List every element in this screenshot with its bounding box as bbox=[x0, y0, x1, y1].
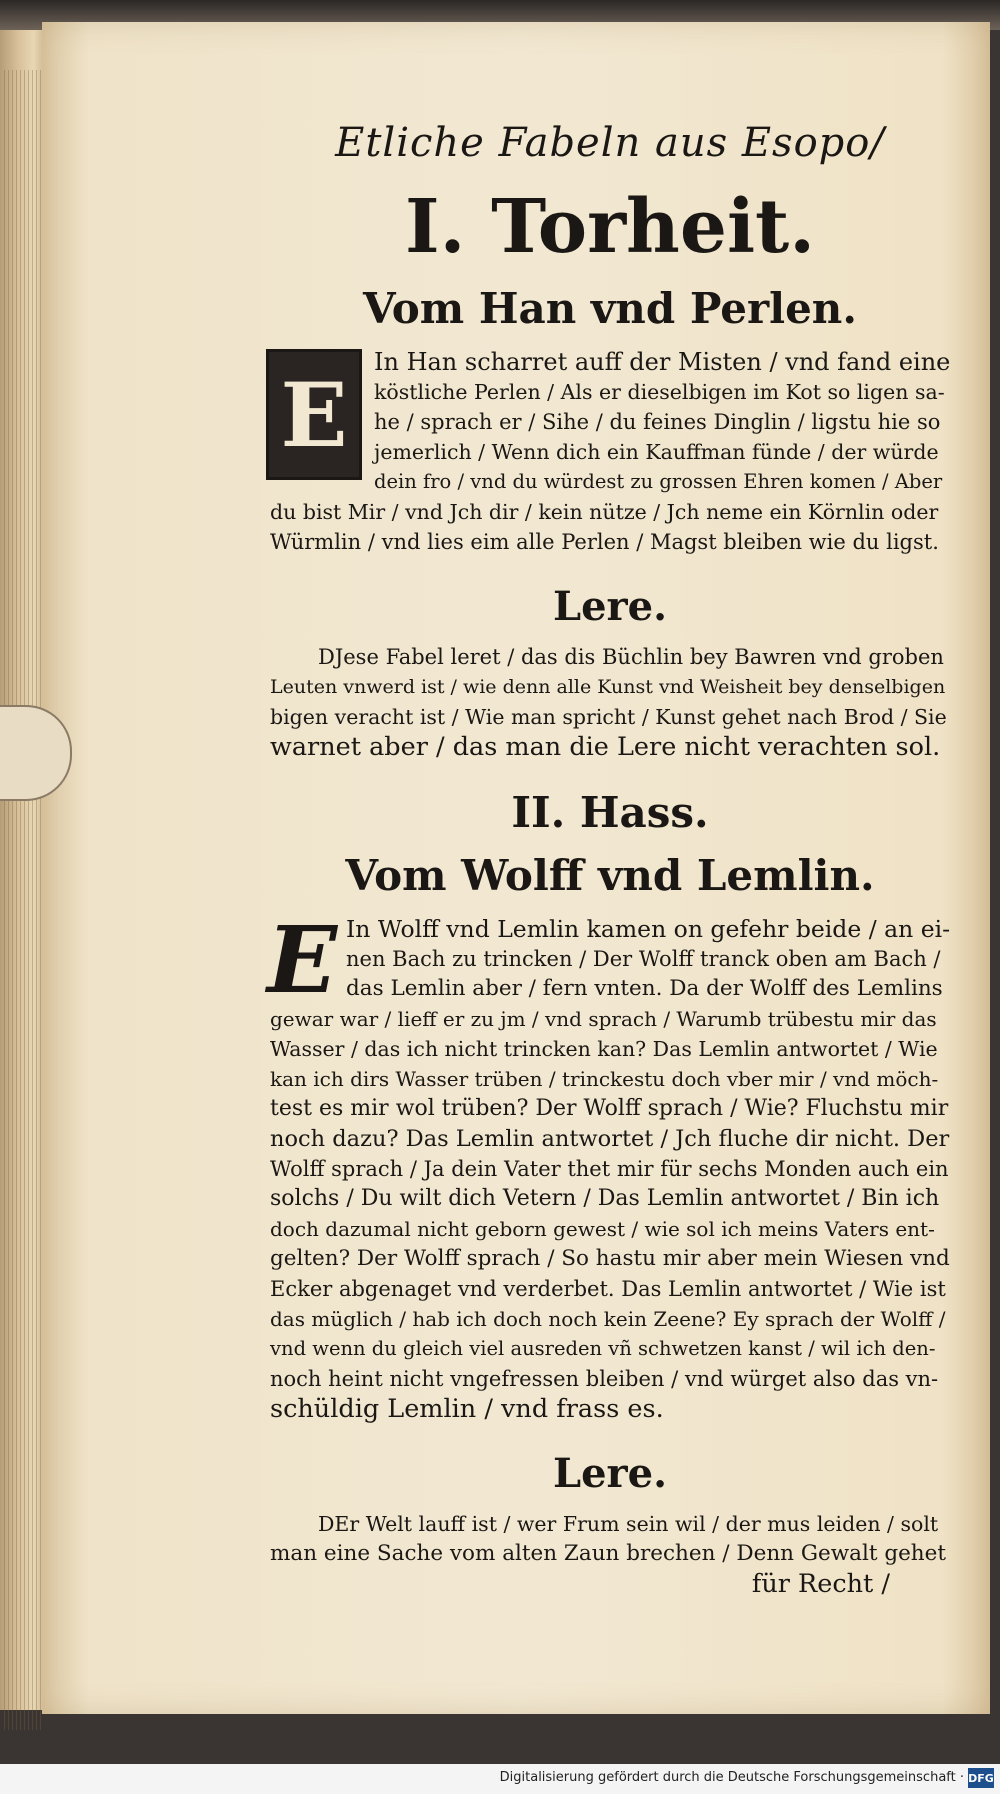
fable-2 bbox=[266, 906, 951, 1424]
text-line: Wasser / das ich nicht trincken kan? Das Lemlin antwortet / Wie bbox=[270, 1037, 938, 1061]
fable-title-2: Vom Wolff vnd Lemlin. bbox=[345, 851, 875, 900]
text-line: dein fro / vnd du würdest zu grossen Ehren komen / Aber bbox=[374, 470, 943, 493]
text-line: schüldig Lemlin / vnd frass es. bbox=[270, 1394, 664, 1424]
fable-2-text bbox=[270, 914, 950, 1424]
lere-title-1: Lere. bbox=[552, 583, 668, 630]
text-line: man eine Sache vom alten Zaun brechen / Denn Gewalt gehet bbox=[270, 1541, 947, 1566]
text-line: das Lemlin aber / fern vnten. Da der Wolff des Lemlins bbox=[346, 976, 943, 1001]
lere-1-text bbox=[270, 642, 950, 762]
text-line: test es mir wol trüben? Der Wolff sprach / Wie? Fluchstu mir bbox=[270, 1096, 949, 1121]
text-line: solchs / Du wilt dich Vetern / Das Lemlin antwortet / Bin ich bbox=[270, 1186, 940, 1211]
text-line: das müglich / hab ich doch noch kein Zeene? Ey sprach der Wolff / bbox=[270, 1307, 946, 1331]
text-line: jemerlich / Wenn dich ein Kauffman fünde / der würde bbox=[374, 440, 939, 464]
text-line: für Recht / bbox=[751, 1569, 890, 1599]
dfg-logo: DFG bbox=[968, 1768, 994, 1788]
fable-title-1: Vom Han vnd Perlen. bbox=[363, 284, 857, 333]
dropcap-letter: E bbox=[266, 906, 338, 1014]
dropcap-letter: E bbox=[280, 362, 348, 467]
dropcap-e-ornament bbox=[266, 349, 362, 480]
text-line: doch dazumal nicht geborn gewest / wie sol ich meins Vaters ent- bbox=[270, 1217, 935, 1241]
page-edge-lines bbox=[4, 70, 42, 1730]
funding-credit: Digitalisierung gefördert durch die Deutsche Forschungsgemeinschaft · bbox=[499, 1770, 964, 1785]
text-line: DEr Welt lauff ist / wer Frum sein wil / der mus leiden / solt bbox=[318, 1512, 939, 1536]
section-title-2: II. Hass. bbox=[511, 788, 709, 837]
lere-2-text bbox=[270, 1509, 950, 1599]
text-line: bigen veracht ist / Wie man spricht / Kunst gehet nach Brod / Sie bbox=[270, 705, 947, 729]
text-line: DJese Fabel leret / das dis Büchlin bey Bawren vnd groben bbox=[318, 645, 944, 669]
text-line: Wolff sprach / Ja dein Vater thet mir für sechs Monden auch ein bbox=[270, 1157, 949, 1181]
text-line: du bist Mir / vnd Jch dir / kein nütze / Jch neme ein Körnlin oder bbox=[270, 500, 939, 524]
text-line: vnd wenn du gleich viel ausreden vñ schwetzen kanst / wil ich den- bbox=[270, 1337, 936, 1360]
text-line: warnet aber / das man die Lere nicht verachten sol. bbox=[270, 732, 941, 762]
footer-bar bbox=[0, 1764, 1000, 1794]
fable-1-text bbox=[270, 347, 950, 557]
text-line: köstliche Perlen / Als er dieselbigen im Kot so ligen sa- bbox=[374, 380, 945, 404]
page-stack-edge bbox=[0, 30, 48, 1710]
section-title-1: I. Torheit. bbox=[405, 184, 815, 270]
fable-1 bbox=[270, 347, 950, 557]
text-line: Würmlin / vnd lies eim alle Perlen / Magst bleiben wie du ligst. bbox=[270, 530, 939, 554]
dropcap-e-script bbox=[266, 906, 338, 1014]
text-line: gelten? Der Wolff sprach / So hastu mir aber mein Wiesen vnd bbox=[270, 1246, 950, 1271]
text-line: kan ich dirs Wasser trüben / trinckestu doch vber mir / vnd möch- bbox=[270, 1067, 939, 1091]
running-title: Etliche Fabeln aus Esopo/ bbox=[335, 120, 885, 166]
page-text bbox=[266, 120, 951, 1599]
text-line: noch dazu? Das Lemlin antwortet / Jch fluche dir nicht. Der bbox=[270, 1126, 950, 1152]
text-line: In Han scharret auff der Misten / vnd fand eine bbox=[374, 348, 951, 376]
lere-title-2: Lere. bbox=[552, 1450, 668, 1497]
text-line: In Wolff vnd Lemlin kamen on gefehr beide / an ei- bbox=[346, 915, 951, 943]
text-line: nen Bach zu trincken / Der Wolff tranck oben am Bach / bbox=[346, 947, 941, 971]
text-line: he / sprach er / Sihe / du feines Dinglin / ligstu hie so bbox=[374, 410, 941, 434]
text-line: Ecker abgenaget vnd verderbet. Das Lemlin antwortet / Wie ist bbox=[270, 1277, 946, 1301]
text-line: noch heint nicht vngefressen bleiben / vnd würget also das vn- bbox=[270, 1367, 939, 1391]
text-line: gewar war / lieff er zu jm / vnd sprach / Warumb trübestu mir das bbox=[270, 1007, 937, 1031]
text-line: Leuten vnwerd ist / wie denn alle Kunst vnd Weisheit bey denselbigen bbox=[270, 676, 946, 698]
